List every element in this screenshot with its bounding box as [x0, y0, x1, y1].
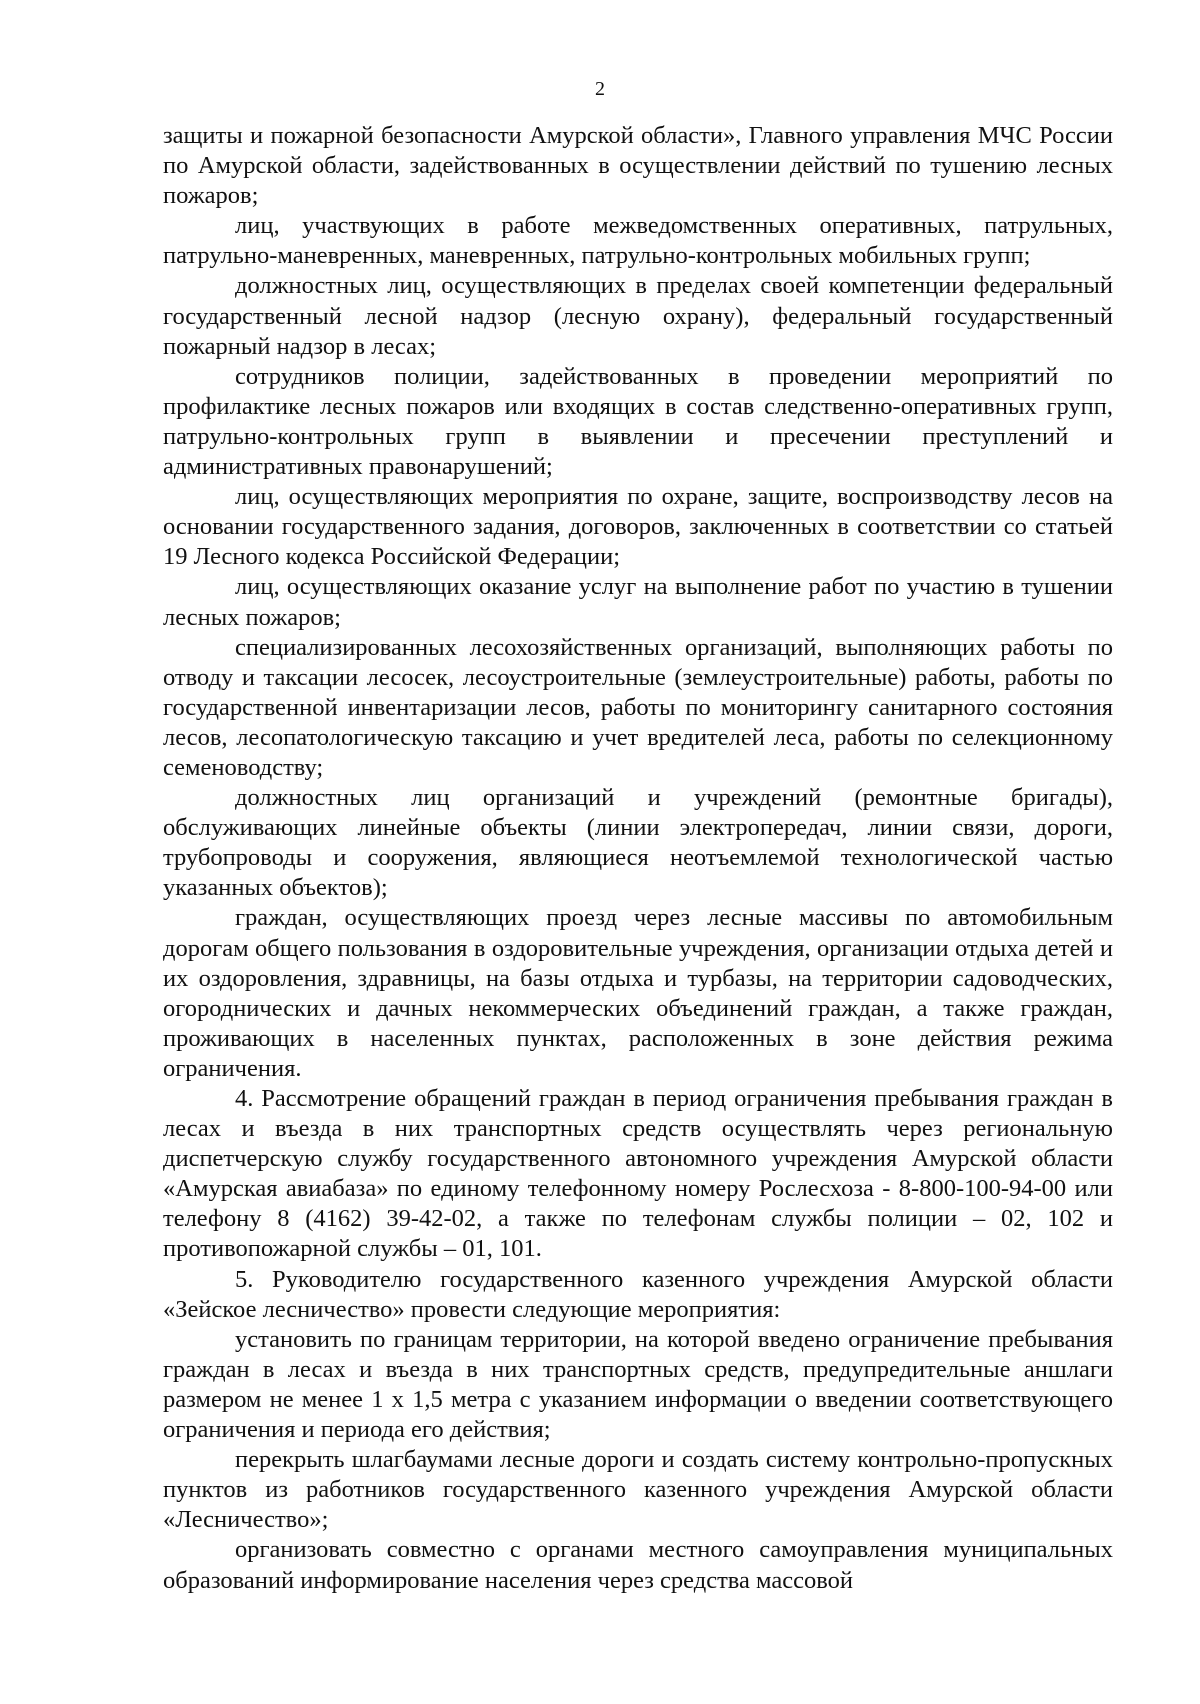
- paragraph-forest-supervision: должностных лиц, осуществляющих в пределах своей компетенции федеральный государственный лесной надзор (лесную охрану), федеральный государственный пожарный надзор в лесах;: [163, 272, 1113, 360]
- paragraph-police: сотрудников полиции, задействованных в проведении мероприятий по профилактике лесных пожаров или входящих в состав следственно-оперативных групп, патрульно-контрольных групп в выявлении и пресечении преступлений и административных правонарушений;: [163, 362, 1113, 481]
- page-number: 2: [595, 78, 605, 100]
- paragraph-forest-protection: лиц, осуществляющих мероприятия по охране, защите, воспроизводству лесов на основании государственного задания, договоров, заключенных в соответствии со статьей 19 Лесного кодекса Российской Федерации;: [163, 483, 1113, 571]
- paragraph-interagency-groups: лиц, участвующих в работе межведомственных оперативных, патрульных, патрульно-маневренных, маневренных, патрульно-контрольных мобильных групп;: [163, 212, 1113, 270]
- paragraph-signs: установить по границам территории, на которой введено ограничение пребывания граждан в лесах и въезда в них транспортных средств, предупредительные аншлаги размером не менее 1 х 1,5 метра с указанием информации о введении соответствующего ограничения и периода его действия;: [163, 1325, 1113, 1444]
- paragraph-forestry-organizations: специализированных лесохозяйственных организаций, выполняющих работы по отводу и таксации лесосек, лесоустроительные (землеустроительные) работы, работы по государственной инвентаризации лесов, работы по мониторингу санитарного состояния лесов, лесопатологическую таксацию и учет вредителей леса, работы по селекционному семеноводству;: [163, 633, 1113, 781]
- paragraph-item-4: 4. Рассмотрение обращений граждан в период ограничения пребывания граждан в лесах и въезда в них транспортных средств осуществлять через региональную диспетчерскую службу государственного автономного учреждения Амурской области «Амурская авиабаза» по единому телефонному номеру Рослесхоза - 8-800-100-94-00 или телефону 8 (4162) 39-42-02, а также по телефонам службы полиции – 02, 102 и противопожарной службы – 01, 101.: [163, 1085, 1113, 1263]
- paragraph-firefighting-services: лиц, осуществляющих оказание услуг на выполнение работ по участию в тушении лесных пожаров;: [163, 573, 1113, 631]
- paragraph-informing: организовать совместно с органами местного самоуправления муниципальных образований информирование населения через средства массовой: [163, 1536, 1113, 1594]
- paragraph-barriers: перекрыть шлагбаумами лесные дороги и создать систему контрольно-пропускных пунктов из работников государственного казенного учреждения Амурской области «Лесничество»;: [163, 1446, 1113, 1534]
- paragraph-linear-objects: должностных лиц организаций и учреждений (ремонтные бригады), обслуживающих линейные объекты (линии электропередач, линии связи, дороги, трубопроводы и сооружения, являющиеся неотъемлемой технологической частью указанных объектов);: [163, 784, 1113, 902]
- document-body: [163, 121, 1113, 1596]
- paragraph-item-5: 5. Руководителю государственного казенного учреждения Амурской области «Зейское лесничество» провести следующие мероприятия:: [163, 1265, 1113, 1323]
- paragraph-citizens-transit: граждан, осуществляющих проезд через лесные массивы по автомобильным дорогам общего пользования в оздоровительные учреждения, организации отдыха детей и их оздоровления, здравницы, на базы отдыха и турбазы, на территории садоводческих, огороднических и дачных некоммерческих объединений граждан, а также граждан, проживающих в населенных пунктах, расположенных в зоне действия режима ограничения.: [163, 904, 1113, 1082]
- paragraph-continuation: защиты и пожарной безопасности Амурской области», Главного управления МЧС России по Амурской области, задействованных в осуществлении действий по тушению лесных пожаров;: [163, 122, 1113, 210]
